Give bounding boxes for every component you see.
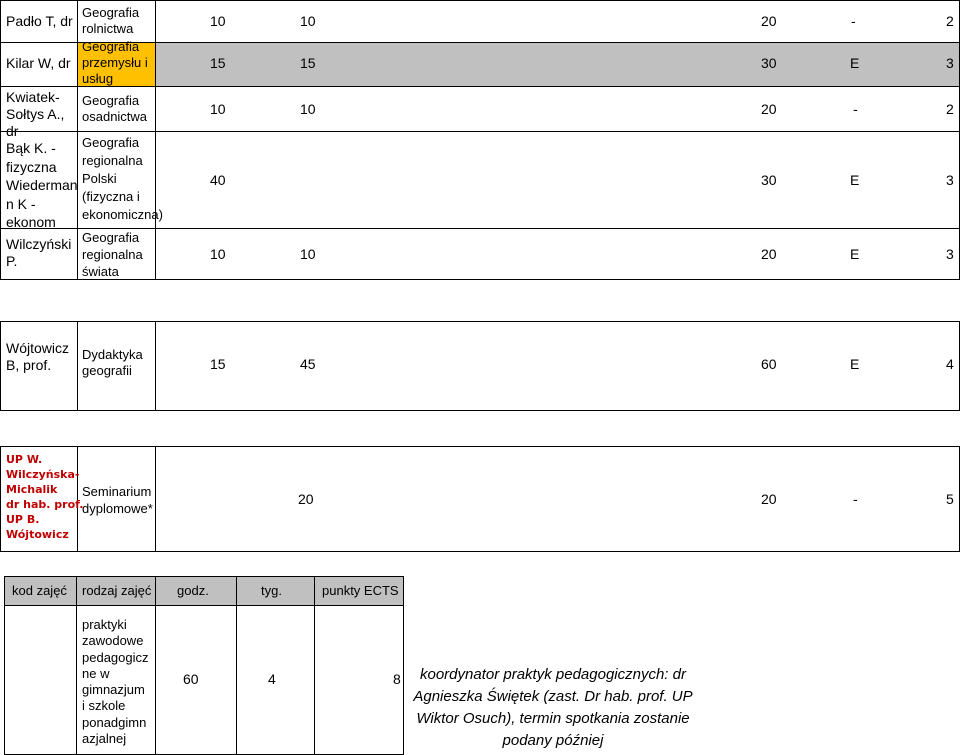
hours-lecture: 20 (298, 491, 314, 507)
subject-name: Geografia rolnictwa (82, 5, 140, 36)
header-hours: godz. (177, 583, 209, 598)
subject-name: Dydaktyka geografii (82, 347, 143, 378)
practice-hours: 60 (183, 671, 199, 687)
cell-values (155, 446, 960, 552)
teacher-name: Kilar W, dr (6, 55, 71, 71)
hours-lecture: 10 (210, 101, 226, 117)
cell-values-2 (155, 86, 960, 132)
seminar-subject (82, 483, 153, 517)
hours-total: 20 (761, 101, 777, 117)
teacher-name: Wilczyński P. (6, 236, 72, 269)
top-table (0, 0, 960, 280)
note-line: koordynator praktyk pedagogicznych: dr (420, 666, 686, 683)
hours-lecture: 15 (210, 55, 226, 71)
cell-values-3 (155, 131, 960, 229)
type-line: ponadgimn (82, 714, 147, 730)
type-line: praktyki (82, 617, 127, 632)
ects-points: 3 (946, 172, 954, 188)
practice-weeks: 4 (268, 671, 276, 687)
practice-ects: 8 (393, 671, 401, 687)
practice-table (0, 576, 960, 755)
seminar-teachers (6, 452, 83, 542)
header-ects: punkty ECTS (322, 583, 399, 598)
hours-total: 20 (761, 246, 777, 262)
subject-line: dyplomowe* (82, 501, 153, 516)
hours-lecture: 10 (210, 13, 226, 29)
type-line: zawodowe (82, 633, 144, 649)
teacher-line: Michalik (6, 483, 58, 496)
cell-values-1-gray (155, 42, 960, 87)
body-cell-ects (314, 605, 404, 755)
exam-type: - (851, 13, 856, 29)
hours-lecture: 15 (210, 356, 226, 372)
cell-values-0 (155, 0, 960, 43)
type-line: pedagogicz (82, 649, 149, 665)
exam-type: E (850, 172, 860, 188)
teacher-line: UP W. (6, 453, 43, 466)
header-weeks: tyg. (261, 583, 282, 598)
subject-line: Seminarium (82, 484, 152, 499)
type-line: ne w (82, 665, 110, 681)
hours-exercise: 15 (300, 55, 316, 71)
hours-exercise: 45 (300, 356, 316, 372)
ects-points: 2 (946, 13, 954, 29)
teacher-name: Kwiatek-Sołtys A., dr (6, 89, 65, 139)
note-line: podany później (502, 732, 604, 749)
note-line: Agnieszka Świętek (zast. Dr hab. prof. UP (413, 688, 693, 705)
practice-type (82, 617, 149, 747)
hours-exercise: 10 (300, 13, 316, 29)
seminar-table (0, 446, 960, 552)
teacher-line: UP B. (6, 513, 40, 526)
hours-total: 30 (761, 55, 777, 71)
header-course-type: rodzaj zajęć (82, 583, 152, 598)
coordinator-note (413, 664, 693, 752)
didactics-table (0, 321, 960, 411)
hours-lecture: 40 (210, 172, 226, 188)
teacher-name: Padło T, dr (6, 13, 73, 29)
exam-type: - (853, 491, 858, 507)
body-cell-code (4, 605, 77, 755)
hours-exercise: 10 (300, 246, 316, 262)
ects-points: 4 (946, 356, 954, 372)
exam-type: - (853, 101, 858, 117)
subject-name: Geografia przemysłu i usług (82, 39, 148, 86)
teacher-line: Wójtowicz (6, 528, 69, 541)
header-course-code: kod zajęć (12, 583, 67, 598)
note-line: Wiktor Osuch), termin spotkania zostanie (416, 710, 690, 727)
teacher-name: Bąk K. - fizyczna Wiederman n K - ekonom (6, 140, 78, 230)
subject-name: Geografia osadnictwa (82, 93, 148, 124)
cell-values-4 (155, 228, 960, 280)
type-line: gimnazjum (82, 682, 145, 698)
hours-lecture: 10 (210, 246, 226, 262)
subject-name: Geografia regionalna Polski (fizyczna i ekonomiczna) (82, 135, 163, 222)
exam-type: E (850, 55, 860, 71)
cell-values (155, 321, 960, 411)
ects-points: 3 (946, 55, 954, 71)
exam-type: E (850, 356, 860, 372)
type-line: i szkole (82, 698, 126, 714)
ects-points: 2 (946, 101, 954, 117)
hours-total: 30 (761, 172, 777, 188)
type-line: azjalnej (82, 731, 127, 747)
ects-points: 5 (946, 491, 954, 507)
teacher-name: Wójtowicz B, prof. (6, 340, 70, 373)
hours-total: 20 (761, 491, 777, 507)
teacher-line: Wilczyńska- (6, 468, 80, 481)
hours-total: 60 (761, 356, 777, 372)
teacher-line: dr hab. prof. (6, 498, 84, 511)
hours-total: 20 (761, 13, 777, 29)
exam-type: E (850, 246, 860, 262)
subject-name: Geografia regionalna świata (82, 230, 143, 279)
hours-exercise: 10 (300, 101, 316, 117)
ects-points: 3 (946, 246, 954, 262)
